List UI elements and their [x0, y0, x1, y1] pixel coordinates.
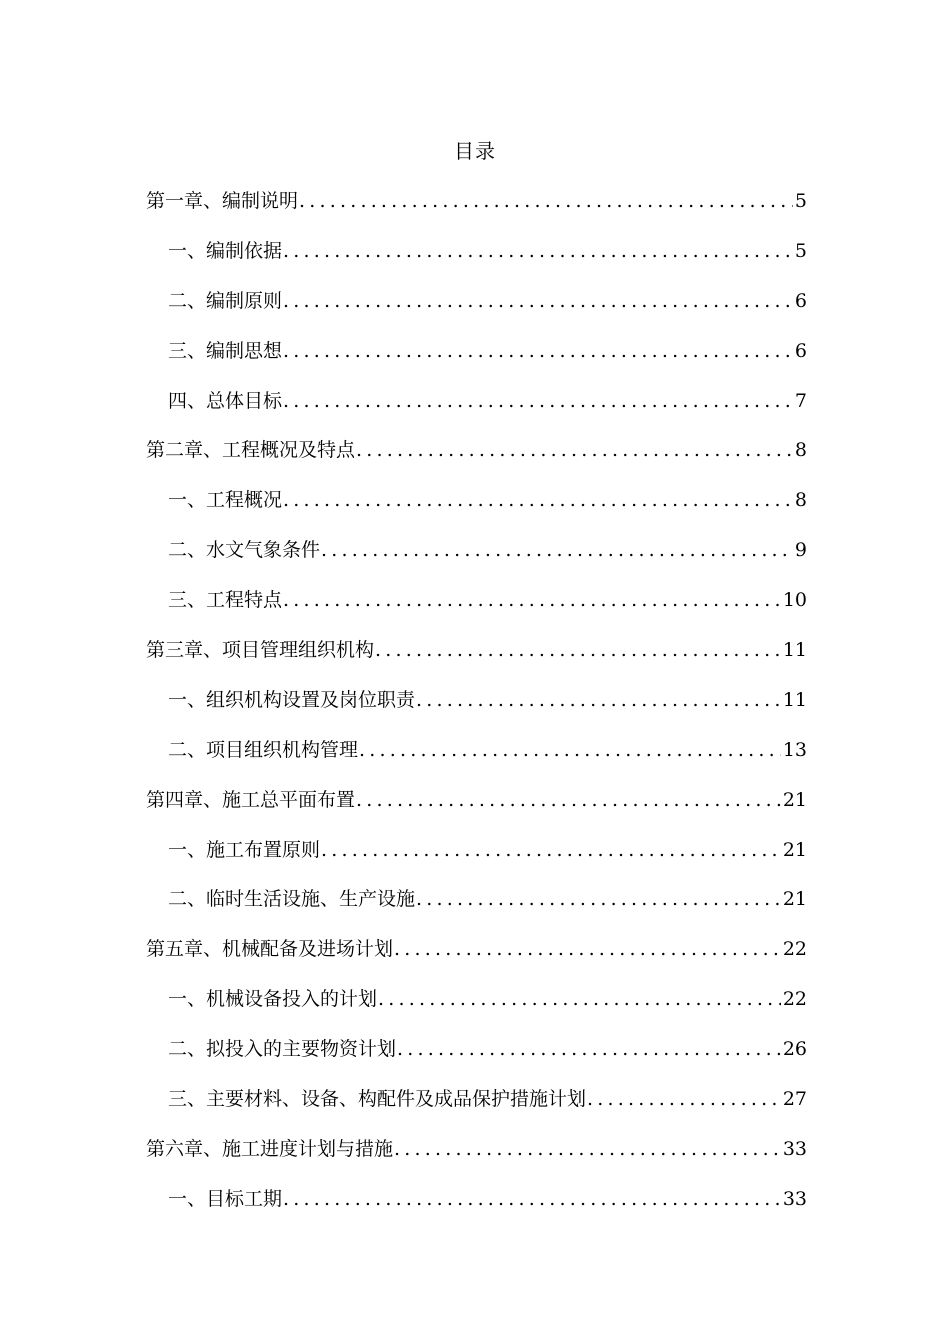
toc-list — [146, 185, 807, 1233]
toc-leader-dots — [283, 335, 793, 367]
toc-page-number: 22 — [782, 938, 807, 961]
toc-leader-dots — [397, 1033, 781, 1065]
toc-entry-text: 三、工程特点 — [168, 589, 283, 612]
toc-page-number: 27 — [782, 1088, 807, 1111]
toc-entry-text: 第一章、编制说明 — [146, 190, 299, 212]
toc-leader-dots — [416, 883, 781, 915]
toc-leader-dots — [378, 983, 781, 1015]
toc-entry — [146, 335, 807, 385]
toc-entry — [146, 834, 807, 884]
toc-entry — [146, 734, 807, 784]
toc-leader-dots — [299, 185, 793, 217]
toc-page-number: 5 — [794, 239, 807, 262]
toc-entry — [146, 933, 807, 983]
toc-leader-dots — [283, 1183, 781, 1215]
toc-entry — [146, 434, 807, 484]
toc-leader-dots — [375, 634, 781, 666]
toc-entry-text: 四、总体目标 — [168, 389, 283, 412]
toc-page-number: 6 — [794, 339, 807, 362]
toc-page-number: 22 — [782, 988, 807, 1011]
toc-leader-dots — [321, 834, 781, 866]
toc-leader-dots — [283, 235, 793, 267]
toc-entry-text: 第三章、项目管理组织机构 — [146, 639, 375, 662]
toc-page-number: 9 — [794, 539, 807, 562]
toc-entry — [146, 1133, 807, 1183]
toc-page-number: 13 — [782, 738, 807, 761]
toc-page-number: 33 — [782, 1137, 807, 1160]
toc-page-number: 21 — [782, 838, 807, 861]
toc-entry — [146, 185, 807, 235]
toc-entry-text: 一、机械设备投入的计划 — [168, 988, 378, 1011]
toc-entry — [146, 983, 807, 1033]
toc-page-number: 7 — [794, 389, 807, 412]
toc-entry-text: 一、编制依据 — [168, 239, 283, 262]
toc-entry-text: 三、主要材料、设备、构配件及成品保护措施计划 — [168, 1088, 587, 1111]
toc-entry-text: 二、编制原则 — [168, 289, 283, 312]
toc-page-number: 6 — [794, 289, 807, 312]
toc-page-number: 21 — [782, 788, 807, 811]
toc-leader-dots — [283, 385, 793, 417]
toc-entry — [146, 584, 807, 634]
toc-leader-dots — [283, 584, 781, 616]
toc-leader-dots — [321, 534, 793, 566]
toc-entry — [146, 534, 807, 584]
toc-page-number: 8 — [794, 489, 807, 512]
toc-entry — [146, 883, 807, 933]
toc-entry — [146, 385, 807, 435]
toc-entry-text: 二、临时生活设施、生产设施 — [168, 888, 416, 911]
toc-entry-text: 一、工程概况 — [168, 489, 283, 512]
toc-entry-text: 一、目标工期 — [168, 1187, 283, 1210]
toc-entry — [146, 1183, 807, 1233]
toc-leader-dots — [416, 684, 781, 716]
toc-leader-dots — [356, 784, 781, 816]
toc-leader-dots — [394, 933, 781, 965]
toc-page-number: 26 — [782, 1038, 807, 1061]
toc-entry-text: 二、拟投入的主要物资计划 — [168, 1038, 397, 1061]
toc-title: 目录 — [454, 139, 496, 163]
toc-entry — [146, 634, 807, 684]
toc-leader-dots — [283, 285, 793, 317]
toc-entry-text: 一、施工布置原则 — [168, 838, 321, 861]
toc-entry-text: 第四章、施工总平面布置 — [146, 788, 356, 811]
toc-leader-dots — [283, 484, 793, 516]
toc-entry — [146, 784, 807, 834]
toc-entry — [146, 684, 807, 734]
toc-entry-text: 第二章、工程概况及特点 — [146, 439, 356, 462]
toc-leader-dots — [394, 1133, 781, 1165]
toc-entry — [146, 1083, 807, 1133]
toc-leader-dots — [359, 734, 781, 766]
toc-page-number: 10 — [782, 589, 807, 612]
toc-entry — [146, 285, 807, 335]
toc-entry — [146, 1033, 807, 1083]
toc-entry — [146, 235, 807, 285]
toc-page-number: 33 — [782, 1187, 807, 1210]
toc-entry-text: 一、组织机构设置及岗位职责 — [168, 688, 416, 711]
toc-entry-text: 三、编制思想 — [168, 339, 283, 362]
toc-leader-dots — [356, 434, 793, 466]
toc-page-number: 11 — [782, 688, 807, 711]
toc-page-number: 8 — [794, 439, 807, 462]
toc-entry-text: 二、水文气象条件 — [168, 539, 321, 562]
toc-page-number: 11 — [782, 639, 807, 662]
toc-entry-text: 二、项目组织机构管理 — [168, 738, 359, 761]
toc-entry — [146, 484, 807, 534]
toc-entry-text: 第六章、施工进度计划与措施 — [146, 1137, 394, 1160]
toc-entry-text: 第五章、机械配备及进场计划 — [146, 938, 394, 961]
toc-leader-dots — [587, 1083, 781, 1115]
toc-page-number: 5 — [794, 190, 807, 212]
toc-page-number: 21 — [782, 888, 807, 911]
